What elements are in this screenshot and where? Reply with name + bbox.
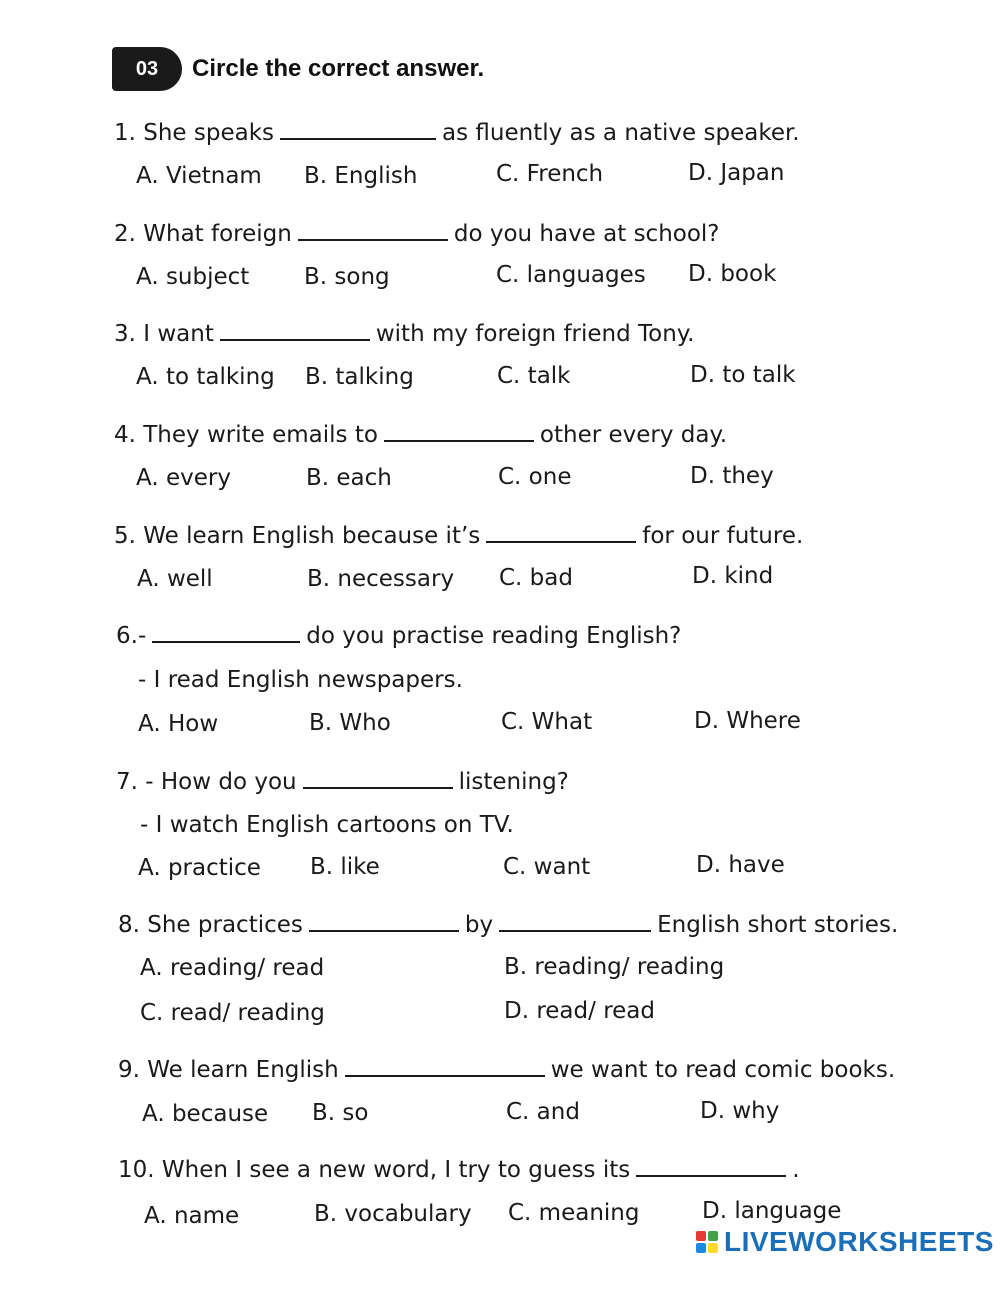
- option-d[interactable]: D. they: [690, 463, 774, 489]
- answer-line: - I watch English cartoons on TV.: [140, 812, 514, 838]
- option-b[interactable]: B. vocabulary: [314, 1201, 472, 1227]
- question-1: [114, 118, 800, 146]
- question-2: [114, 219, 720, 247]
- option-d[interactable]: D. to talk: [690, 362, 796, 388]
- option-c[interactable]: C. talk: [497, 363, 571, 389]
- question-prompt-mid: by: [464, 912, 494, 938]
- option-a[interactable]: A. How: [138, 711, 219, 737]
- option-d[interactable]: D. why: [700, 1098, 780, 1124]
- option-b[interactable]: B. like: [310, 854, 380, 880]
- option-d[interactable]: D. kind: [692, 563, 774, 589]
- option-d[interactable]: D. have: [696, 852, 785, 878]
- question-4: [114, 420, 727, 448]
- option-b[interactable]: B. English: [304, 163, 418, 189]
- option-c[interactable]: C. read/ reading: [140, 1000, 325, 1026]
- option-a[interactable]: A. because: [142, 1101, 269, 1127]
- question-prompt: 4. They write emails to: [114, 422, 378, 448]
- question-8: [118, 910, 898, 938]
- option-b[interactable]: B. so: [312, 1100, 369, 1126]
- answer-blank[interactable]: [636, 1155, 786, 1177]
- liveworksheets-brand: [696, 1227, 994, 1257]
- option-a[interactable]: A. practice: [138, 855, 261, 881]
- question-prompt: 8. She practices: [118, 912, 303, 938]
- question-prompt-end: as fluently as a native speaker.: [442, 120, 800, 146]
- option-c[interactable]: C. one: [498, 464, 572, 490]
- option-a[interactable]: A. reading/ read: [140, 955, 325, 981]
- answer-blank[interactable]: [152, 621, 300, 643]
- question-prompt-end: listening?: [458, 769, 569, 795]
- question-7: [116, 767, 569, 795]
- question-prompt: 10. When I see a new word, I try to guess its: [118, 1157, 631, 1183]
- question-prompt: 5. We learn English because it’s: [114, 523, 481, 549]
- exercise-header: [112, 46, 484, 92]
- option-a[interactable]: A. to talking: [136, 364, 275, 390]
- question-prompt-end: for our future.: [642, 523, 804, 549]
- answer-blank[interactable]: [280, 118, 436, 140]
- option-c[interactable]: C. What: [501, 709, 593, 735]
- option-b[interactable]: B. talking: [305, 364, 414, 390]
- question-prompt: 7. - How do you: [116, 769, 297, 795]
- option-b[interactable]: B. song: [304, 264, 390, 290]
- option-d[interactable]: D. language: [702, 1198, 842, 1224]
- option-b[interactable]: B. each: [306, 465, 392, 491]
- question-prompt-end: with my foreign friend Tony.: [375, 321, 695, 347]
- option-a[interactable]: A. subject: [136, 264, 250, 290]
- question-prompt: 9. We learn English: [118, 1057, 339, 1083]
- answer-blank[interactable]: [220, 319, 370, 341]
- option-a[interactable]: A. name: [144, 1203, 240, 1229]
- question-9: [118, 1055, 895, 1083]
- question-prompt-end: do you have at school?: [453, 221, 720, 247]
- option-d[interactable]: D. Japan: [688, 160, 785, 186]
- logo-square-blue: [696, 1243, 706, 1253]
- question-prompt: 3. I want: [114, 321, 214, 347]
- exercise-title: Circle the correct answer.: [192, 55, 485, 82]
- answer-line: - I read English newspapers.: [138, 667, 463, 693]
- option-a[interactable]: A. Vietnam: [136, 163, 262, 189]
- option-b[interactable]: B. reading/ reading: [504, 954, 725, 980]
- logo-square-green: [708, 1231, 718, 1241]
- option-a[interactable]: A. well: [137, 566, 213, 592]
- question-prompt-end: English short stories.: [657, 912, 899, 938]
- exercise-number-badge: 03: [112, 47, 182, 91]
- answer-blank[interactable]: [486, 521, 636, 543]
- option-a[interactable]: A. every: [136, 465, 231, 491]
- answer-blank-1[interactable]: [309, 910, 459, 932]
- question-prompt: 1. She speaks: [114, 120, 275, 146]
- answer-blank[interactable]: [303, 767, 453, 789]
- question-prompt-end: .: [792, 1157, 800, 1183]
- brand-name: LIVEWORKSHEETS: [724, 1226, 994, 1257]
- question-prompt-end: we want to read comic books.: [550, 1057, 896, 1083]
- question-3: [114, 319, 694, 347]
- liveworksheets-logo-icon: [696, 1231, 718, 1253]
- option-c[interactable]: C. bad: [499, 565, 573, 591]
- option-c[interactable]: C. French: [496, 161, 604, 187]
- option-d[interactable]: D. Where: [694, 708, 801, 734]
- option-d[interactable]: D. book: [688, 261, 777, 287]
- answer-blank-2[interactable]: [499, 910, 651, 932]
- option-c[interactable]: C. want: [503, 854, 591, 880]
- option-c[interactable]: C. meaning: [508, 1200, 640, 1226]
- option-b[interactable]: B. necessary: [307, 566, 455, 592]
- question-6: [116, 621, 681, 649]
- question-prompt: 2. What foreign: [114, 221, 292, 247]
- answer-blank[interactable]: [345, 1055, 545, 1077]
- option-d[interactable]: D. read/ read: [504, 998, 655, 1024]
- option-c[interactable]: C. languages: [496, 262, 646, 288]
- answer-blank[interactable]: [298, 219, 448, 241]
- question-10: [118, 1155, 800, 1183]
- question-5: [114, 521, 803, 549]
- option-b[interactable]: B. Who: [309, 710, 391, 736]
- question-prompt-end: other every day.: [539, 422, 728, 448]
- question-prompt: 6.-: [116, 623, 147, 649]
- question-prompt-end: do you practise reading English?: [306, 623, 682, 649]
- answer-blank[interactable]: [384, 420, 534, 442]
- logo-square-red: [696, 1231, 706, 1241]
- logo-square-yellow: [708, 1243, 718, 1253]
- option-c[interactable]: C. and: [506, 1099, 580, 1125]
